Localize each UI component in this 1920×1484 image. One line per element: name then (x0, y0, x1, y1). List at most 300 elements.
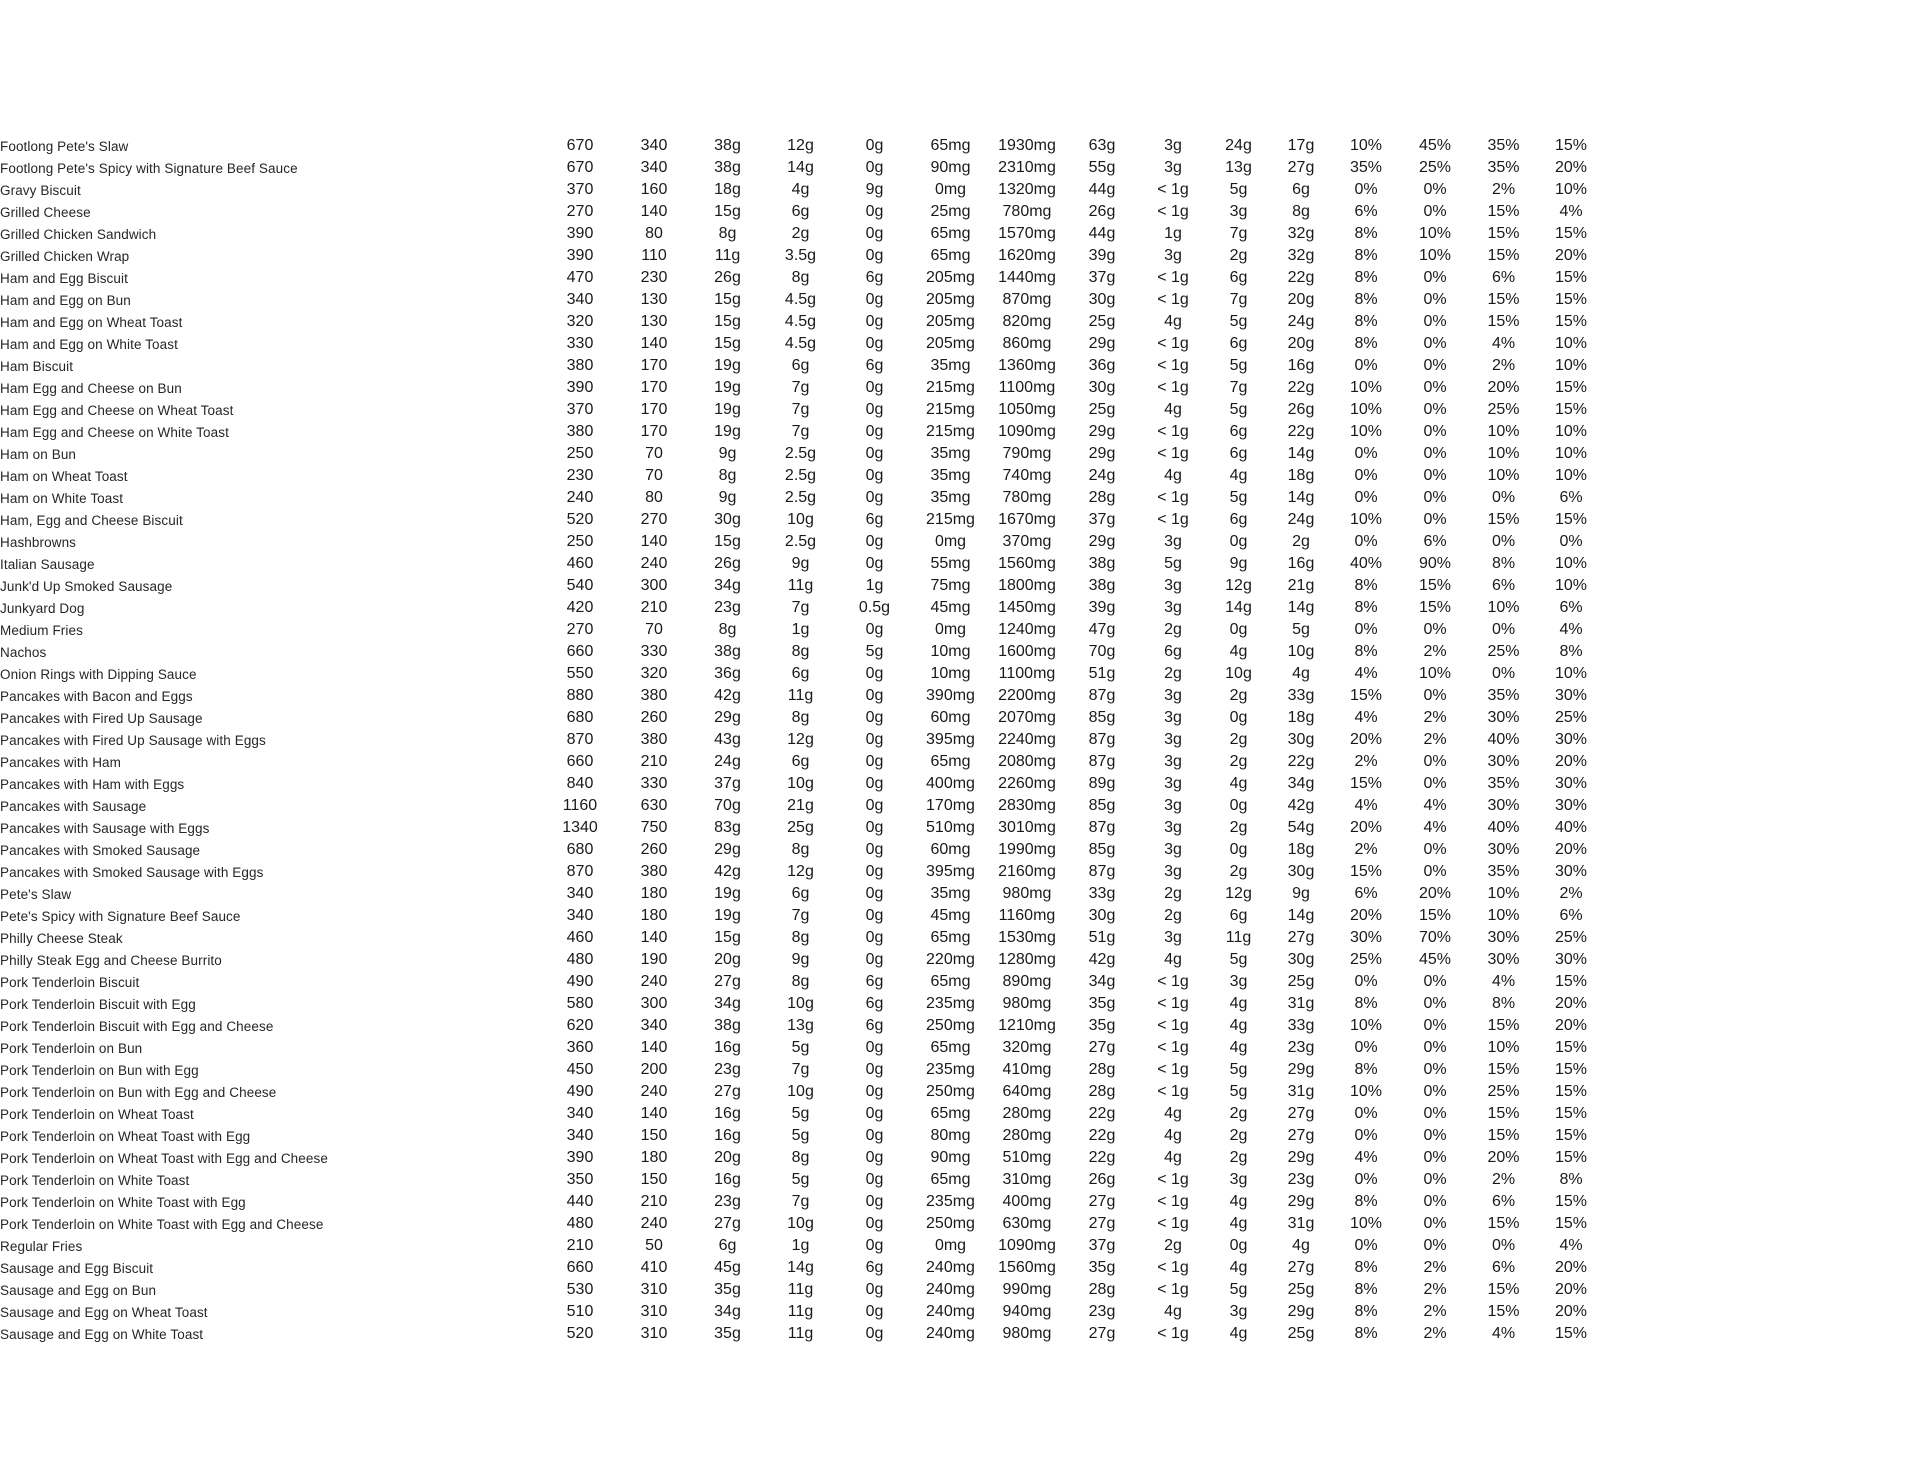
value-cell: 18g (1287, 709, 1315, 726)
table-row (0, 993, 1605, 1015)
value-cell: 60mg (930, 709, 971, 726)
value-cell: 4g (1164, 467, 1182, 484)
value-cell: 1600mg (998, 643, 1056, 660)
item-name: Ham and Egg on Wheat Toast (0, 314, 183, 330)
value-cell: 37g (1088, 1237, 1116, 1254)
value-cell: 6g (865, 357, 884, 374)
value-cell: 30% (1487, 753, 1520, 770)
value-cell: 180 (640, 907, 668, 924)
item-name: Philly Steak Egg and Cheese Burrito (0, 952, 222, 968)
value-cell: 1100mg (998, 665, 1056, 682)
value-cell: 15% (1487, 291, 1520, 308)
value-cell: 5g (1229, 1281, 1248, 1298)
value-cell: 0g (865, 929, 884, 946)
value-cell: 1100mg (998, 379, 1056, 396)
value-cell: 4g (1164, 401, 1182, 418)
value-cell: 80 (645, 489, 663, 506)
value-cell: 0g (865, 555, 884, 572)
value-cell: 7g (791, 907, 810, 924)
value-cell: 65mg (930, 973, 971, 990)
value-cell: 36g (1088, 357, 1116, 374)
value-cell: 29g (714, 841, 741, 858)
item-name: Pork Tenderloin Biscuit with Egg and Cheese (0, 1018, 274, 1034)
value-cell: 14g (1287, 599, 1315, 616)
value-cell: 11g (714, 247, 741, 264)
value-cell: 3g (1229, 1171, 1248, 1188)
value-cell: 20% (1349, 819, 1383, 836)
value-cell: 6g (865, 269, 884, 286)
value-cell: 0g (865, 313, 884, 330)
value-cell: 27g (1088, 1039, 1116, 1056)
value-cell: 63g (1088, 137, 1116, 154)
value-cell: 130 (640, 291, 668, 308)
item-name: Footlong Pete's Slaw (0, 138, 129, 154)
value-cell: 4g (1164, 1303, 1182, 1320)
value-cell: 9g (791, 555, 810, 572)
table-row (0, 399, 1605, 421)
value-cell: 10% (1554, 445, 1588, 462)
value-cell: 34g (1287, 775, 1315, 792)
value-cell: 0g (865, 533, 884, 550)
value-cell: 20g (1287, 335, 1315, 352)
value-cell: 65mg (930, 929, 971, 946)
value-cell: 10% (1554, 335, 1588, 352)
value-cell: 540 (566, 577, 594, 594)
table-row (0, 751, 1605, 773)
value-cell: 12g (1225, 885, 1252, 902)
item-name: Pork Tenderloin on Wheat Toast with Egg and Cheese (0, 1150, 328, 1166)
table-row (0, 883, 1605, 905)
value-cell: 6g (865, 511, 884, 528)
value-cell: 30% (1554, 951, 1588, 968)
item-name: Pork Tenderloin on Bun with Egg (0, 1062, 199, 1078)
value-cell: 0g (865, 1303, 884, 1320)
value-cell: 15g (714, 203, 741, 220)
value-cell: 5g (865, 643, 884, 660)
value-cell: 1090mg (998, 1237, 1056, 1254)
value-cell: 3g (1164, 775, 1182, 792)
table-row (0, 949, 1605, 971)
value-cell: 20% (1554, 1259, 1588, 1276)
value-cell: 11g (787, 577, 814, 594)
value-cell: 0% (1354, 181, 1378, 198)
value-cell: 6g (865, 973, 884, 990)
value-cell: 15% (1487, 511, 1520, 528)
value-cell: 5g (1229, 357, 1248, 374)
value-cell: 8g (791, 929, 810, 946)
value-cell: 320 (566, 313, 594, 330)
value-cell: 2.5g (784, 445, 817, 462)
value-cell: 10% (1349, 1017, 1383, 1034)
value-cell: 5g (791, 1039, 810, 1056)
value-cell: 2.5g (784, 467, 817, 484)
value-cell: 750 (640, 819, 668, 836)
value-cell: 4g (1164, 951, 1182, 968)
value-cell: 30% (1554, 775, 1588, 792)
value-cell: 6g (1229, 335, 1248, 352)
value-cell: 23g (1287, 1039, 1315, 1056)
value-cell: 270 (640, 511, 668, 528)
value-cell: 2g (1164, 907, 1182, 924)
value-cell: 0g (865, 445, 884, 462)
value-cell: 2% (1491, 357, 1516, 374)
value-cell: 670 (566, 159, 594, 176)
value-cell: 18g (1287, 841, 1315, 858)
value-cell: 2% (1423, 1281, 1447, 1298)
value-cell: 0% (1423, 1127, 1447, 1144)
value-cell: 6% (1354, 885, 1378, 902)
value-cell: 24g (1287, 313, 1315, 330)
value-cell: 20% (1487, 1149, 1520, 1166)
value-cell: 6% (1491, 1193, 1516, 1210)
value-cell: 0% (1423, 995, 1447, 1012)
table-row (0, 1125, 1605, 1147)
value-cell: 390 (566, 379, 594, 396)
value-cell: 170 (640, 423, 668, 440)
item-name: Pork Tenderloin on White Toast with Egg and Cheese (0, 1216, 324, 1232)
value-cell: 33g (1088, 885, 1116, 902)
value-cell: 6g (1229, 511, 1248, 528)
value-cell: 65mg (930, 137, 971, 154)
value-cell: 380 (640, 731, 668, 748)
item-name: Pork Tenderloin on Bun (0, 1040, 143, 1056)
value-cell: 65mg (930, 225, 971, 242)
value-cell: 30% (1487, 797, 1520, 814)
value-cell: 15% (1554, 137, 1588, 154)
value-cell: 11g (1225, 929, 1252, 946)
value-cell: 22g (1088, 1127, 1116, 1144)
value-cell: 240 (566, 489, 594, 506)
table-row (0, 355, 1605, 377)
value-cell: 40% (1554, 819, 1588, 836)
value-cell: 7g (791, 401, 810, 418)
value-cell: 25% (1554, 709, 1588, 726)
value-cell: 0% (1423, 1193, 1447, 1210)
value-cell: 19g (714, 885, 741, 902)
value-cell: 30g (1287, 731, 1315, 748)
value-cell: 29g (1088, 335, 1116, 352)
value-cell: 580 (566, 995, 594, 1012)
value-cell: 660 (566, 643, 594, 660)
value-cell: 0g (865, 489, 884, 506)
value-cell: 23g (714, 599, 741, 616)
value-cell: 42g (1088, 951, 1116, 968)
value-cell: 35g (1088, 1017, 1116, 1034)
value-cell: 660 (566, 753, 594, 770)
value-cell: < 1g (1157, 1215, 1189, 1232)
value-cell: 15% (1349, 687, 1383, 704)
value-cell: 12g (787, 731, 814, 748)
value-cell: 460 (566, 929, 594, 946)
table-row (0, 861, 1605, 883)
value-cell: 39g (1088, 247, 1116, 264)
value-cell: 34g (714, 1303, 741, 1320)
table-row (0, 1257, 1605, 1279)
table-row (0, 729, 1605, 751)
value-cell: 15% (1487, 1215, 1520, 1232)
value-cell: 0g (865, 709, 884, 726)
value-cell: 0% (1423, 687, 1447, 704)
table-row (0, 1037, 1605, 1059)
value-cell: 83g (714, 819, 741, 836)
value-cell: 15% (1554, 225, 1588, 242)
table-row (0, 1323, 1605, 1345)
item-name: Pancakes with Bacon and Eggs (0, 688, 193, 704)
value-cell: 1570mg (998, 225, 1056, 242)
value-cell: 22g (1287, 753, 1315, 770)
value-cell: 240mg (926, 1259, 975, 1276)
value-cell: 16g (714, 1039, 741, 1056)
value-cell: 4g (791, 181, 810, 198)
value-cell: 250mg (926, 1215, 975, 1232)
table-row (0, 487, 1605, 509)
value-cell: 29g (1287, 1149, 1315, 1166)
value-cell: 29g (1088, 445, 1116, 462)
value-cell: 15% (1554, 1193, 1588, 1210)
value-cell: 27g (714, 1083, 741, 1100)
value-cell: 2g (1292, 533, 1310, 550)
value-cell: 160 (640, 181, 668, 198)
value-cell: 10% (1487, 445, 1520, 462)
value-cell: 4% (1559, 621, 1583, 638)
value-cell: 0g (865, 687, 884, 704)
value-cell: 7g (1229, 379, 1248, 396)
value-cell: 10% (1418, 665, 1452, 682)
value-cell: 480 (566, 1215, 594, 1232)
value-cell: 4g (1229, 1259, 1248, 1276)
value-cell: 55mg (930, 555, 971, 572)
value-cell: 30% (1487, 951, 1520, 968)
item-name: Ham Egg and Cheese on White Toast (0, 424, 229, 440)
value-cell: 0g (865, 401, 884, 418)
value-cell: 550 (566, 665, 594, 682)
value-cell: 11g (787, 687, 814, 704)
value-cell: 3g (1164, 599, 1182, 616)
value-cell: 27g (1287, 1105, 1315, 1122)
value-cell: 340 (640, 159, 668, 176)
value-cell: 15% (1418, 599, 1452, 616)
value-cell: 170 (640, 401, 668, 418)
value-cell: 1560mg (998, 1259, 1056, 1276)
value-cell: 1g (791, 621, 810, 638)
value-cell: 60mg (930, 841, 971, 858)
value-cell: 0% (1491, 621, 1516, 638)
value-cell: 780mg (1002, 203, 1052, 220)
value-cell: 7g (791, 599, 810, 616)
value-cell: 15% (1487, 225, 1520, 242)
value-cell: 3g (1164, 731, 1182, 748)
value-cell: 29g (1287, 1303, 1315, 1320)
value-cell: 360 (566, 1039, 594, 1056)
value-cell: 87g (1088, 687, 1116, 704)
value-cell: 6g (791, 357, 810, 374)
value-cell: 65mg (930, 1171, 971, 1188)
value-cell: 380 (566, 423, 594, 440)
value-cell: 15% (1487, 1061, 1520, 1078)
value-cell: 10g (1287, 643, 1315, 660)
value-cell: 400mg (1002, 1193, 1052, 1210)
value-cell: 19g (714, 379, 741, 396)
item-name: Ham on Wheat Toast (0, 468, 128, 484)
value-cell: 205mg (926, 335, 975, 352)
value-cell: 6% (1491, 269, 1516, 286)
value-cell: 30% (1349, 929, 1383, 946)
value-cell: 15% (1349, 775, 1383, 792)
value-cell: 90mg (930, 1149, 971, 1166)
table-row (0, 1235, 1605, 1257)
value-cell: 0g (1229, 533, 1248, 550)
value-cell: 5g (791, 1171, 810, 1188)
value-cell: 10% (1487, 467, 1520, 484)
item-name: Hashbrowns (0, 534, 77, 550)
value-cell: 15% (1487, 247, 1520, 264)
value-cell: 15% (1349, 863, 1383, 880)
table-row (0, 817, 1605, 839)
value-cell: 460 (566, 555, 594, 572)
table-row (0, 1015, 1605, 1037)
value-cell: 20% (1554, 159, 1588, 176)
value-cell: 21g (1287, 577, 1315, 594)
value-cell: 80mg (930, 1127, 971, 1144)
value-cell: 0% (1354, 621, 1378, 638)
value-cell: 0% (1354, 973, 1378, 990)
value-cell: 395mg (926, 731, 975, 748)
nutrition-table-body (0, 135, 1605, 1345)
value-cell: 6g (1229, 907, 1248, 924)
value-cell: 1930mg (998, 137, 1056, 154)
value-cell: 8% (1354, 995, 1378, 1012)
value-cell: < 1g (1157, 489, 1189, 506)
value-cell: 1620mg (998, 247, 1056, 264)
value-cell: 200 (640, 1061, 668, 1078)
value-cell: 6g (865, 995, 884, 1012)
value-cell: < 1g (1157, 335, 1189, 352)
value-cell: 0% (1423, 291, 1447, 308)
value-cell: 390 (566, 1149, 594, 1166)
value-cell: 2% (1491, 181, 1516, 198)
value-cell: 29g (714, 709, 741, 726)
value-cell: 27g (714, 973, 741, 990)
value-cell: 300 (640, 577, 668, 594)
value-cell: 30% (1554, 687, 1588, 704)
value-cell: 370 (566, 181, 594, 198)
value-cell: 14g (1287, 907, 1315, 924)
value-cell: 6g (1229, 423, 1248, 440)
value-cell: 27g (1088, 1325, 1116, 1342)
value-cell: 0% (1423, 445, 1447, 462)
value-cell: 1280mg (998, 951, 1056, 968)
value-cell: 2260mg (998, 775, 1056, 792)
value-cell: 8% (1559, 643, 1583, 660)
value-cell: 230 (566, 467, 594, 484)
table-row (0, 1169, 1605, 1191)
value-cell: 9g (1229, 555, 1248, 572)
value-cell: 30% (1554, 797, 1588, 814)
value-cell: 16g (714, 1171, 741, 1188)
value-cell: 20g (714, 951, 741, 968)
value-cell: 110 (641, 247, 667, 264)
value-cell: 15% (1554, 1215, 1588, 1232)
value-cell: 6g (791, 665, 810, 682)
value-cell: 25% (1487, 643, 1520, 660)
value-cell: 0% (1354, 445, 1378, 462)
value-cell: 2% (1423, 1325, 1447, 1342)
value-cell: 44g (1088, 181, 1116, 198)
value-cell: 260 (640, 709, 668, 726)
value-cell: 4% (1559, 1237, 1583, 1254)
value-cell: 300 (640, 995, 668, 1012)
value-cell: 10% (1554, 181, 1588, 198)
value-cell: 13g (787, 1017, 814, 1034)
value-cell: 0% (1423, 1215, 1447, 1232)
value-cell: 0g (865, 467, 884, 484)
value-cell: 3g (1164, 863, 1182, 880)
value-cell: 380 (640, 863, 668, 880)
value-cell: 390 (566, 247, 594, 264)
value-cell: 45mg (930, 907, 971, 924)
value-cell: 370mg (1002, 533, 1052, 550)
value-cell: 0% (1423, 203, 1447, 220)
value-cell: 0g (865, 951, 884, 968)
value-cell: 2240mg (998, 731, 1056, 748)
value-cell: 32g (1287, 225, 1315, 242)
value-cell: 22g (1287, 423, 1315, 440)
value-cell: 0g (865, 379, 884, 396)
value-cell: 35% (1349, 159, 1383, 176)
value-cell: 180 (640, 1149, 668, 1166)
value-cell: 330 (566, 335, 594, 352)
value-cell: 38g (1088, 577, 1116, 594)
value-cell: 680 (566, 841, 594, 858)
value-cell: 15% (1487, 1017, 1520, 1034)
value-cell: 28g (1088, 489, 1116, 506)
value-cell: 26g (1287, 401, 1315, 418)
item-name: Pancakes with Ham with Eggs (0, 776, 185, 792)
value-cell: 1340 (562, 819, 598, 836)
value-cell: 15% (1487, 203, 1520, 220)
value-cell: 33g (1287, 1017, 1315, 1034)
value-cell: 0g (865, 247, 884, 264)
value-cell: 42g (714, 687, 741, 704)
value-cell: 4% (1423, 797, 1447, 814)
value-cell: 440 (566, 1193, 594, 1210)
value-cell: 1210mg (998, 1017, 1056, 1034)
value-cell: 26g (1088, 203, 1116, 220)
value-cell: 23g (714, 1061, 741, 1078)
value-cell: 34g (714, 577, 741, 594)
value-cell: 10% (1554, 357, 1588, 374)
value-cell: 35mg (930, 489, 971, 506)
value-cell: 0% (1491, 533, 1516, 550)
value-cell: 20g (714, 1149, 741, 1166)
value-cell: 4g (1164, 313, 1182, 330)
value-cell: 6% (1559, 489, 1583, 506)
value-cell: 10mg (930, 665, 971, 682)
item-name: Junkyard Dog (0, 600, 85, 616)
nutrition-table (0, 135, 1605, 1345)
value-cell: 0g (865, 291, 884, 308)
value-cell: 14g (1287, 489, 1315, 506)
table-row (0, 1081, 1605, 1103)
value-cell: 2310mg (998, 159, 1056, 176)
value-cell: 2080mg (998, 753, 1056, 770)
value-cell: 4g (1164, 1105, 1182, 1122)
table-row (0, 839, 1605, 861)
value-cell: 4% (1491, 335, 1516, 352)
value-cell: 25g (1287, 1281, 1315, 1298)
value-cell: 0g (865, 1193, 884, 1210)
value-cell: 8g (791, 643, 810, 660)
